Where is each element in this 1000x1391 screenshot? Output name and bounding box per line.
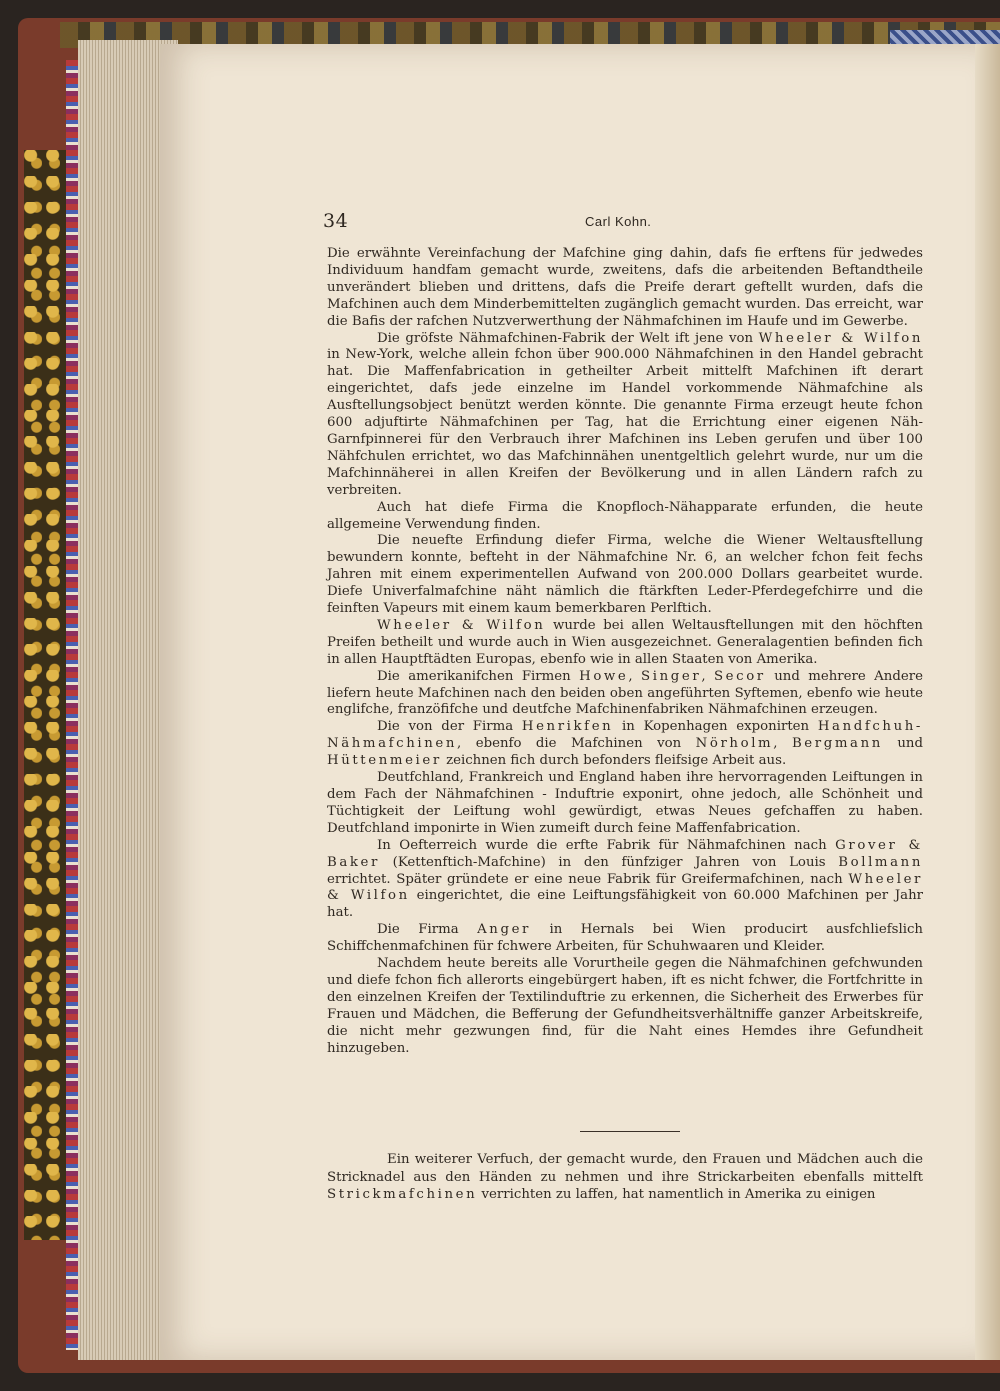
spaced-name: Bollmann: [838, 854, 923, 870]
paragraph: [327, 669, 923, 720]
spaced-name: Anger: [477, 922, 531, 938]
running-head: Carl Kohn.: [585, 214, 652, 229]
paragraph: [327, 618, 923, 669]
paragraph: [327, 533, 923, 618]
text-run: und mehrere Andere liefern heute Mafchinen nach den beiden oben angeführten Syftemen, ebenfo wie heute englifche, franzöfifche und deutfche Mafchinenfabriken Nähmafchinen erzeugen.: [327, 668, 923, 718]
continued-text: [327, 1151, 923, 1204]
paragraph: [327, 719, 923, 770]
text-run: Die erwähnte Vereinfachung der Mafchine ging dahin, dafs fie erftens für jedwedes Individuum handfam gemacht wurde, zweitens, dafs die arbeitenden Beftandtheile unverändert blieben und drittens, dafs die Preife derart geftellt wurden, dafs die Mafchinen auch dem Minderbemittelten zugänglich gemacht wurden. Das erreicht, war die Bafis der rafchen Nutzverwerthung der Nähmafchinen im Haufe und im Gewerbe.: [327, 246, 923, 329]
page-number: 34: [323, 210, 349, 232]
text-run: wurde bei allen Weltausftellungen mit den höchften Preifen betheilt und wurde auch in Wien ausgezeichnet. Generalagentien befinden fich in allen Hauptftädten Europas, ebenfo wie in allen Staaten von Amerika.: [327, 617, 923, 667]
spaced-name: Henrikfen: [521, 719, 614, 735]
spaced-name: Howe: [579, 668, 629, 684]
text-run: und: [882, 736, 923, 752]
page-right-edge: [975, 44, 1000, 1360]
spaced-name: Handfchuh-Nähmafchinen: [327, 719, 923, 752]
spaced-name: Secor: [713, 668, 766, 684]
text-run: (Kettenftich-Mafchine) in den fünfziger Jahren von Louis: [379, 854, 839, 870]
text-run: ,: [701, 668, 714, 684]
page-header: [323, 210, 923, 234]
spaced-name: Bergmann: [791, 736, 883, 752]
text-run: In Oefterreich wurde die erfte Fabrik für Nähmafchinen nach: [377, 837, 836, 853]
section-rule: [580, 1131, 680, 1132]
text-run: ,: [628, 668, 642, 684]
marbled-page-edge: [66, 60, 78, 1350]
spaced-name: Nörholm: [695, 736, 774, 752]
text-run: eingerichtet, die eine Leiftungsfähigkeit von 60.000 Mafchinen per Jahr hat.: [327, 888, 924, 921]
spaced-name: Singer: [641, 668, 702, 684]
text-run: Die Firma: [377, 922, 478, 938]
text-run: zeichnen fich durch befonders fleifsige Arbeit aus.: [441, 753, 787, 769]
spaced-name: Wheeler & Wilfon: [327, 871, 923, 904]
text-run: ,: [773, 736, 792, 752]
paragraph: [327, 956, 923, 1057]
text-run: in Kopenhagen exponirten: [613, 719, 818, 735]
text-run: in Hernals bei Wien producirt ausfchliefslich Schiffchenmafchinen für fchwere Arbeiten, für Schuhwaaren und Kleider.: [327, 922, 923, 955]
text-run: Nachdem heute bereits alle Vorurtheile gegen die Nähmafchinen gefchwunden und diefe fchon fich allerorts eingebürgert haben, ift es nicht fchwer, die Fortfchritte in den einzelnen Kreifen der Textilinduftrie zu erkennen, die Sicherheit des Erwerbes für Frauen und Mädchen, die Befferung der Gefundheitsverhältniffe ganzer Arbeitskreife, die nicht mehr gezwungen find, für die Naht eines Hemdes ihre Gefundheit hinzugeben.: [327, 956, 923, 1056]
text-run: Auch hat diefe Firma die Knopfloch-Nähapparate erfunden, die heute allgemeine Verwendung finden.: [327, 499, 923, 532]
text-run: Die neuefte Erfindung diefer Firma, welche die Wiener Weltausftellung bewundern konnte, befteht in der Nähmafchine Nr. 6, an welcher fchon feit fechs Jahren mit einem experimentellen Aufwand von 200.000 Dollars gearbeitet wurde. Diefe Univerfalmafchine näht nämlich die ftärkften Leder-Pferdegefchirre und die feinften Vapeurs mit einem kaum bemerkbaren Perlftich.: [327, 533, 923, 617]
spaced-name: Strickmafchinen: [327, 1187, 478, 1202]
text-run: , ebenfo die Mafchinen von: [457, 736, 696, 752]
text-run: Deutfchland, Frankreich und England haben ihre hervorragenden Leiftungen in dem Fach der Nähmafchinen - Induftrie exponirt, ohne jedoch, alle Schönheit und Tüchtigkeit der Leiftung wohl gewürdigt, etwas Neues gefchaffen zu haben. Deutfchland imponirte in Wien zumeift durch feine Maffenfabrication.: [327, 770, 923, 836]
spaced-name: Wheeler & Wilfon: [377, 617, 546, 633]
paragraph: [327, 331, 923, 500]
spaced-name: Grover & Baker: [327, 837, 923, 870]
paragraph: [327, 922, 923, 956]
paragraph: [327, 770, 923, 838]
paragraph: [327, 1151, 923, 1204]
spaced-name: Hüttenmeier: [327, 753, 442, 769]
paragraph: [327, 500, 923, 534]
text-run: Ein weiterer Verfuch, der gemacht wurde, den Frauen und Mädchen auch die Stricknadel aus den Händen zu nehmen und ihre Strickarbeiten ebenfalls mittelft: [327, 1152, 923, 1185]
paragraph: [327, 246, 923, 331]
paragraph: [327, 838, 923, 923]
text-run: Die von der Firma: [377, 719, 522, 735]
text-run: verrichten zu laffen, hat namentlich in Amerika zu einigen: [477, 1187, 876, 1202]
text-run: Die gröfste Nähmafchinen-Fabrik der Welt ift jene von: [377, 330, 759, 346]
marbled-endpaper: [24, 150, 72, 1240]
spaced-name: Wheeler & Wilfon: [758, 330, 923, 346]
text-run: in New-York, welche allein fchon über 900.000 Nähmafchinen in den Handel gebracht hat. Die Maffenfabrication in getheilter Arbeit mittelft Mafchinen ift derart eingerichtet, dafs jede einzelne im Handel vorkommende Nähmafchine als Ausftellungsobject benützt werden könnte. Die genannte Firma erzeugt heute fchon 600 adjuftirte Nähmafchinen per Tag, hat die Errichtung einer eigenen Näh-Garnfpinnerei für den Verbrauch ihrer Mafchinen ins Leben gerufen und über 100 Nähfchulen errichtet, wo das Mafchinnähen unentgeltlich gelehrt wurde, nur um die Mafchinnäherei in allen Kreifen der Bevölkerung und in allen Ländern rafch zu verbreiten.: [327, 347, 923, 498]
text-run: errichtet. Später gründete er eine neue Fabrik für Greifermafchinen, nach: [327, 871, 849, 887]
main-text: [327, 246, 923, 1058]
text-run: Die amerikanifchen Firmen: [377, 668, 580, 684]
